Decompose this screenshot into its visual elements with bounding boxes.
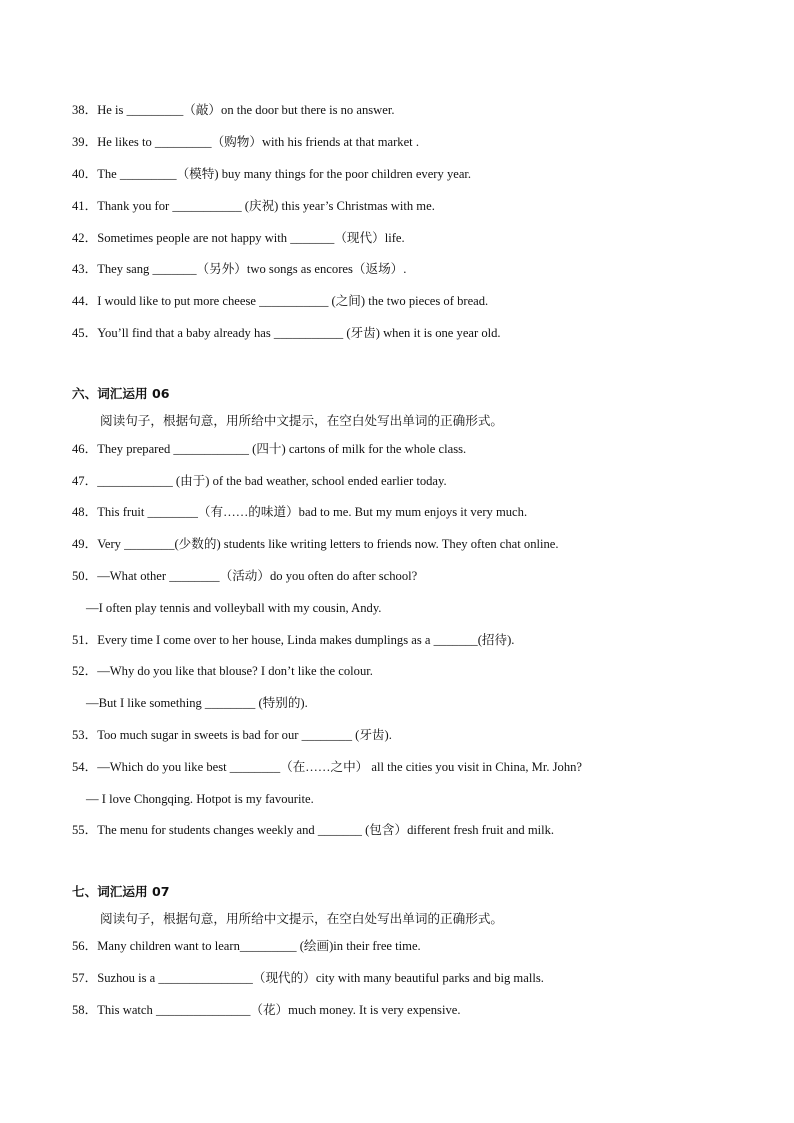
section-6-title: 六、词汇运用 06 bbox=[72, 386, 170, 401]
question-52-reply: —But I like something ________ (特别的). bbox=[86, 696, 308, 710]
question-54: 54．—Which do you like best ________（在……之中） all the cities you visit in China, Mr. John? bbox=[72, 760, 583, 774]
question-49: 49．Very ________(少数的) students like writing letters to friends now. They often chat online. bbox=[72, 537, 559, 551]
question-57: 57．Suzhou is a _______________（现代的）city with many beautiful parks and big malls. bbox=[72, 971, 544, 985]
question-43: 43．They sang _______（另外）two songs as encores（返场）. bbox=[72, 262, 407, 276]
question-51: 51．Every time I come over to her house, Linda makes dumplings as a _______(招待). bbox=[72, 633, 515, 647]
question-52: 52．—Why do you like that blouse? I don’t like the colour. bbox=[72, 664, 373, 678]
question-50: 50．—What other ________（活动）do you often do after school? bbox=[72, 569, 418, 583]
question-58: 58．This watch _______________（花）much money. It is very expensive. bbox=[72, 1003, 461, 1017]
section-7-instruction: 阅读句子，根据句意，用所给中文提示，在空白处写出单词的正确形式。 bbox=[100, 911, 503, 926]
question-54-reply: — I love Chongqing. Hotpot is my favourite. bbox=[86, 792, 314, 806]
question-45: 45．You’ll find that a baby already has ___________ (牙齿) when it is one year old. bbox=[72, 326, 501, 340]
question-48: 48．This fruit ________（有……的味道）bad to me. But my mum enjoys it very much. bbox=[72, 505, 528, 519]
section-6-instruction: 阅读句子，根据句意，用所给中文提示，在空白处写出单词的正确形式。 bbox=[100, 413, 503, 428]
question-44: 44．I would like to put more cheese ___________ (之间) the two pieces of bread. bbox=[72, 294, 489, 308]
question-38: 38．He is _________（敲）on the door but there is no answer. bbox=[72, 103, 395, 117]
question-56: 56．Many children want to learn_________ (绘画)in their free time. bbox=[72, 939, 421, 953]
question-41: 41．Thank you for ___________ (庆祝) this year’s Christmas with me. bbox=[72, 199, 435, 213]
question-50-reply: —I often play tennis and volleyball with my cousin, Andy. bbox=[86, 601, 382, 615]
question-40: 40．The _________（模特) buy many things for the poor children every year. bbox=[72, 167, 472, 181]
question-53: 53．Too much sugar in sweets is bad for our ________ (牙齿). bbox=[72, 728, 392, 742]
question-55: 55．The menu for students changes weekly and _______ (包含）different fresh fruit and milk. bbox=[72, 823, 555, 837]
question-47: 47．____________ (由于) of the bad weather, school ended earlier today. bbox=[72, 474, 447, 488]
question-46: 46．They prepared ____________ (四十) cartons of milk for the whole class. bbox=[72, 442, 467, 456]
question-39: 39．He likes to _________（购物）with his friends at that market . bbox=[72, 135, 419, 149]
question-42: 42．Sometimes people are not happy with _______（现代）life. bbox=[72, 231, 405, 245]
section-7-title: 七、词汇运用 07 bbox=[72, 884, 170, 899]
